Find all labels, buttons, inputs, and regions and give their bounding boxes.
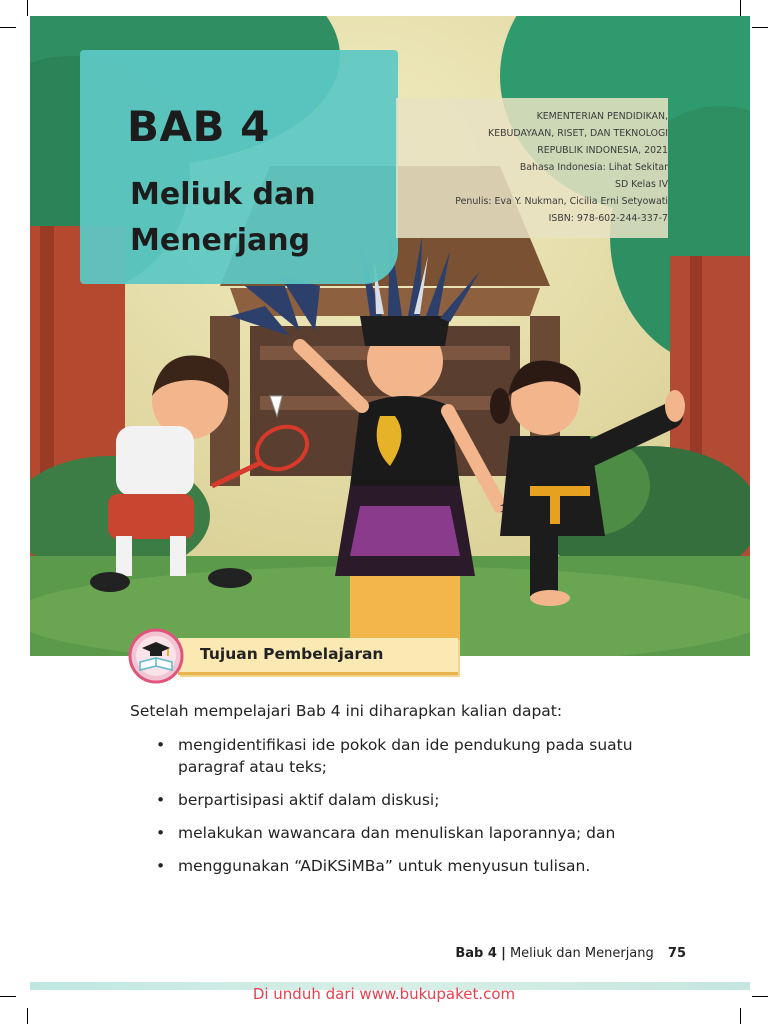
- goal-text: melakukan wawancara dan menuliskan laporannya; dan: [178, 824, 616, 842]
- crop-mark: [740, 1008, 741, 1024]
- download-watermark-link[interactable]: Di unduh dari www.bukupaket.com: [252, 985, 516, 1003]
- book-info-line: SD Kelas IV: [615, 179, 668, 190]
- page-footer: [300, 946, 686, 961]
- graduation-book-icon: [128, 628, 184, 684]
- bullet: •: [156, 736, 166, 754]
- footer-chapter: Bab 4: [455, 946, 497, 961]
- list-item: [150, 789, 650, 811]
- learning-goals-heading: Tujuan Pembelajaran: [200, 645, 384, 663]
- bullet: •: [156, 824, 166, 842]
- bullet: •: [156, 857, 166, 875]
- crop-mark: [27, 0, 28, 16]
- book-info-line: ISBN: 978-602-244-337-7: [548, 213, 668, 224]
- footer-title: Meliuk dan Menerjang: [509, 946, 654, 961]
- book-info-line: KEBUDAYAAN, RISET, DAN TEKNOLOGI: [488, 128, 668, 139]
- goal-text: berpartisipasi aktif dalam diskusi;: [178, 791, 440, 809]
- goals-list: [150, 734, 650, 888]
- crop-mark: [752, 27, 768, 28]
- book-info-line: Bahasa Indonesia: Lihat Sekitar: [519, 162, 668, 173]
- book-info-line: Penulis: Eva Y. Nukman, Cicilia Erni Setyowati: [455, 196, 668, 207]
- book-info-line: KEMENTERIAN PENDIDIKAN,: [536, 111, 668, 122]
- goal-text: mengidentifikasi ide pokok dan ide pendukung pada suatu paragraf atau teks;: [178, 736, 633, 776]
- book-info-line: REPUBLIK INDONESIA, 2021: [537, 145, 668, 156]
- chapter-title: Meliuk dan Menerjang: [130, 177, 316, 258]
- page-number: 75: [667, 946, 686, 961]
- list-item: [150, 734, 650, 778]
- goal-text: menggunakan “ADiKSiMBa” untuk menyusun tulisan.: [178, 857, 591, 875]
- bullet: •: [156, 791, 166, 809]
- list-item: [150, 855, 650, 877]
- footer-separator: |: [501, 946, 506, 961]
- goals-intro: Setelah mempelajari Bab 4 ini diharapkan kalian dapat:: [130, 702, 563, 720]
- crop-mark: [740, 0, 741, 16]
- list-item: [150, 822, 650, 844]
- crop-mark: [27, 1008, 28, 1024]
- chapter-number: BAB 4: [127, 102, 270, 151]
- crop-mark: [0, 27, 16, 28]
